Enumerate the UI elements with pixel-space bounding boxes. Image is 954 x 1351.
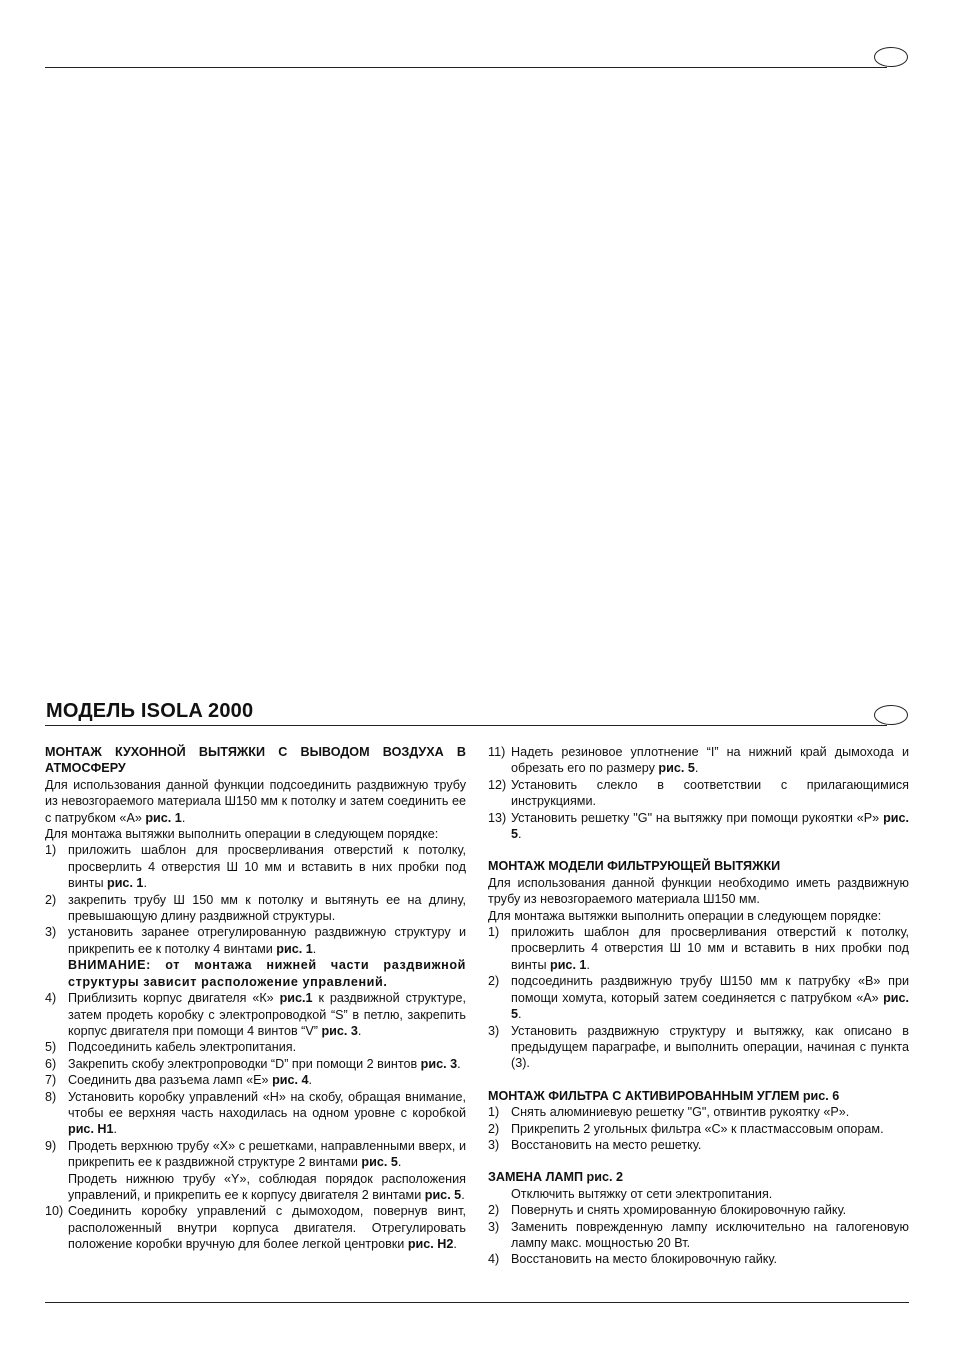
list-item: 1) приложить шаблон для просверливания отверстий к потолку, просверлить 4 отверстия Ш 10 мм и вставить в них пробки под винты рис. 1.: [488, 925, 909, 972]
list-item: 3) Установить раздвижную структуру и вытяжку, как описано в предыдущем параграфе, и выполнить операции, начиная с пункта (3).: [488, 1023, 909, 1071]
list-item: 13) Установить решетку "G" на вытяжку при помощи рукоятки «P» рис. 5.: [488, 810, 910, 842]
page-title: МОДЕЛЬ ISOLA 2000: [46, 700, 254, 722]
list-item: 4) Восстановить на место блокировочную гайку.: [488, 1252, 777, 1267]
title-rule: [45, 725, 887, 726]
list-item: 2) подсоединить раздвижную трубу Ш150 мм к патрубку «В» при помощи хомута, который затем соединяется с патрубком «А» рис. 5.: [488, 974, 910, 1022]
heading-carbon-filter: МОНТАЖ ФИЛЬТРА С АКТИВИРОВАННЫМ УГЛЕМ рис. 6: [488, 1088, 840, 1103]
list-item: 5) Подсоединить кабель электропитания.: [45, 1040, 297, 1055]
list-item: 3) установить заранее отрегулированную раздвижную структуру и прикрепить ее к потолку 4 винтами рис. 1.: [45, 925, 466, 956]
order-paragraph: Для монтажа вытяжки выполнить операции в следующем порядке:: [45, 827, 439, 842]
top-rule: [45, 67, 887, 68]
list-item: 2) Повернуть и снять хромированную блокировочную гайку.: [488, 1203, 847, 1218]
list-item: 6) Закрепить скобу электропроводки “D” при помощи 2 винтов рис. 3.: [45, 1056, 461, 1071]
bottom-rule: [45, 1302, 909, 1303]
filter-intro: Для использования данной функции необходимо иметь раздвижную трубу из невозгораемого материала Ш150 мм.: [488, 875, 909, 907]
list-item-continuation: Отключить вытяжку от сети электропитания.: [511, 1186, 773, 1201]
left-column: [45, 744, 466, 1253]
language-oval-top: [874, 47, 908, 67]
list-item: 9) Продеть верхнюю трубу «X» с решетками, направленными вверх, и прикрепить ее к раздвижной структуре 2 винтами рис. 5.: [45, 1138, 466, 1170]
intro-paragraph: Для использования данной функции подсоединить раздвижную трубу из невозгораемого материала Ш150 мм к потолку и затем соединить ее с патрубком «А» рис. 1.: [45, 777, 466, 825]
list-item-continuation: Продеть нижнюю трубу «Y», соблюдая порядок расположения управлений, и прикрепить ее к корпусу двигателя 2 винтами рис. 5.: [68, 1171, 466, 1202]
list-item: 10) Соединить коробку управлений с дымоходом, повернув винт, расположенный внутри корпуса двигателя. Отрегулировать положение коробки вручную для более легкой центровки рис. H2.: [45, 1204, 466, 1252]
heading-exhaust-mount: МОНТАЖ КУХОННОЙ ВЫТЯЖКИ С ВЫВОДОМ ВОЗДУХА В АТМОСФЕРУ: [45, 745, 466, 776]
list-item: 1) Снять алюминиевую решетку "G", отвинтив рукоятку «P».: [488, 1105, 850, 1120]
list-item: 7) Соединить два разъема ламп «E» рис. 4.: [45, 1073, 313, 1088]
heading-filter-model: МОНТАЖ МОДЕЛИ ФИЛЬТРУЮЩЕЙ ВЫТЯЖКИ: [488, 859, 781, 874]
list-item: 1) приложить шаблон для просверливания отверстий к потолку, просверлить 4 отверстия Ш 10 мм и вставить в них пробки под винты рис. 1.: [45, 843, 466, 891]
language-oval-title: [874, 705, 908, 725]
right-column: [488, 744, 909, 1268]
warning-note: ВНИМАНИЕ: от монтажа нижней части раздвижной структуры зависит расположение управлений.: [68, 958, 466, 989]
list-item: 3) Заменить поврежденную лампу исключительно на галогеновую лампу макс. мощностью 20 Вт.: [488, 1219, 909, 1250]
list-item: 11) Надеть резиновое уплотнение “I” на нижний край дымохода и обрезать его по размеру рис. 5.: [488, 745, 909, 776]
list-item: 2) закрепить трубу Ш 150 мм к потолку и вытянуть ее на длину, превышающую длину раздвижной структуры.: [45, 892, 466, 924]
list-item: 8) Установить коробку управлений «H» на скобу, обращая внимание, чтобы ее верхняя часть находилась на одном уровне с коробкой рис. H1.: [45, 1089, 466, 1137]
filter-order: Для монтажа вытяжки выполнить операции в следующем порядке:: [488, 908, 882, 923]
list-item: 4) Приблизить корпус двигателя «К» рис.1 к раздвижной структуре, затем продеть коробку с электропроводкой “S” в петлю, закрепить корпус двигателя при помощи 4 винтов “V” рис. 3.: [45, 991, 467, 1038]
list-item: 2) Прикрепить 2 угольных фильтра «С» к пластмассовым опорам.: [488, 1121, 884, 1136]
list-item: 3) Восстановить на место решетку.: [488, 1137, 702, 1152]
heading-lamp-replacement: ЗАМЕНА ЛАМП рис. 2: [488, 1170, 623, 1185]
list-item: 12) Установить слекло в соответствии с прилагающимися инструкциями.: [488, 777, 909, 809]
